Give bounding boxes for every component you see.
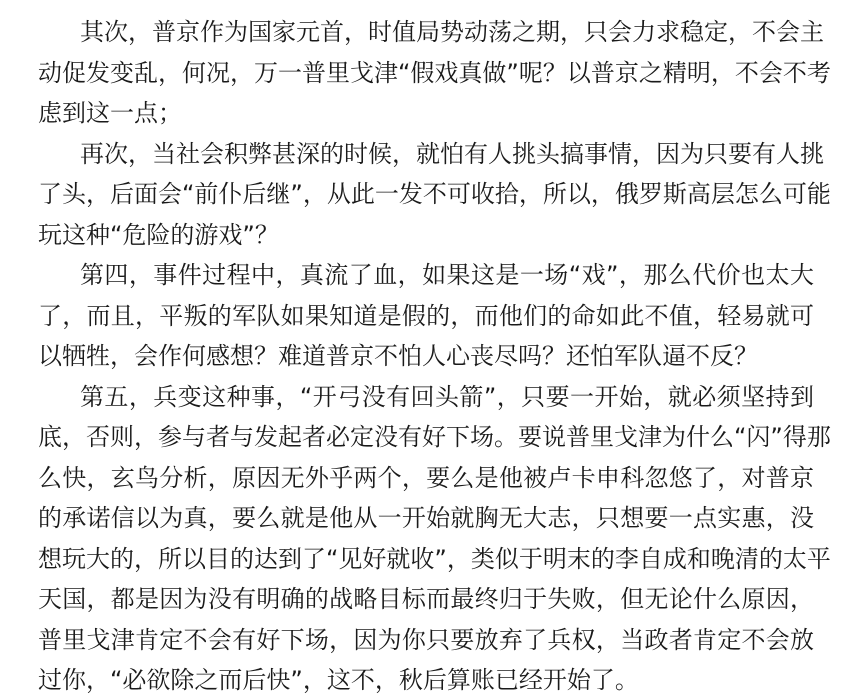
paragraph-fourth-line-3: 以牺牲，会作何感想？难道普京不怕人心丧尽吗？还怕军队逼不反？ xyxy=(38,342,758,370)
paragraph-fifth-line-5: 想玩大的，所以目的达到了“见好就收”，类似于明末的李自成和晚清的太平 xyxy=(38,544,831,573)
paragraph-second-line-2: 动促发变乱，何况，万一普里戈津“假戏真做”呢？以普京之精明，不会不考 xyxy=(38,58,831,87)
paragraph-fourth-line-1: 第四，事件过程中，真流了血，如果这是一场“戏”，那么代价也太大 xyxy=(80,261,814,289)
paragraph-second-line-3: 虑到这一点； xyxy=(38,99,182,127)
paragraph-third-line-3: 玩这种“危险的游戏”？ xyxy=(38,220,279,249)
paragraph-fifth-line-3: 么快，玄鸟分析，原因无外乎两个，要么是他被卢卡申科忽悠了，对普京 xyxy=(38,463,814,492)
paragraph-third-line-1: 再次，当社会积弊甚深的时候，就怕有人挑头搞事情，因为只要有人挑 xyxy=(80,139,824,168)
paragraph-fifth-line-1: 第五，兵变这种事，“开弓没有回头箭”，只要一开始，就必须坚持到 xyxy=(80,382,814,411)
paragraph-fifth-line-2: 底，否则，参与者与发起者必定没有好下场。要说普里戈津为什么“闪”得那 xyxy=(38,423,831,451)
paragraph-fifth-line-7: 普里戈津肯定不会有好下场，因为你只要放弃了兵权，当政者肯定不会放 xyxy=(38,625,814,654)
paragraph-second-line-1: 其次，普京作为国家元首，时值局势动荡之期，只会力求稳定，不会主 xyxy=(80,18,824,46)
paragraph-fourth-line-2: 了，而且，平叛的军队如果知道是假的，而他们的命如此不值，轻易就可 xyxy=(38,301,814,330)
paragraph-fifth-line-6: 天国，都是因为没有明确的战略目标而最终归于失败，但无论什么原因， xyxy=(38,585,814,613)
paragraph-fifth-line-4: 的承诺信以为真，要么就是他从一开始就胸无大志，只想要一点实惠，没 xyxy=(38,504,814,532)
paragraph-third-line-2: 了头，后面会“前仆后继”，从此一发不可收拾，所以，俄罗斯高层怎么可能 xyxy=(38,180,831,208)
paragraph-fifth-line-8: 过你，“必欲除之而后快”，这不，秋后算账已经开始了。 xyxy=(38,666,639,694)
